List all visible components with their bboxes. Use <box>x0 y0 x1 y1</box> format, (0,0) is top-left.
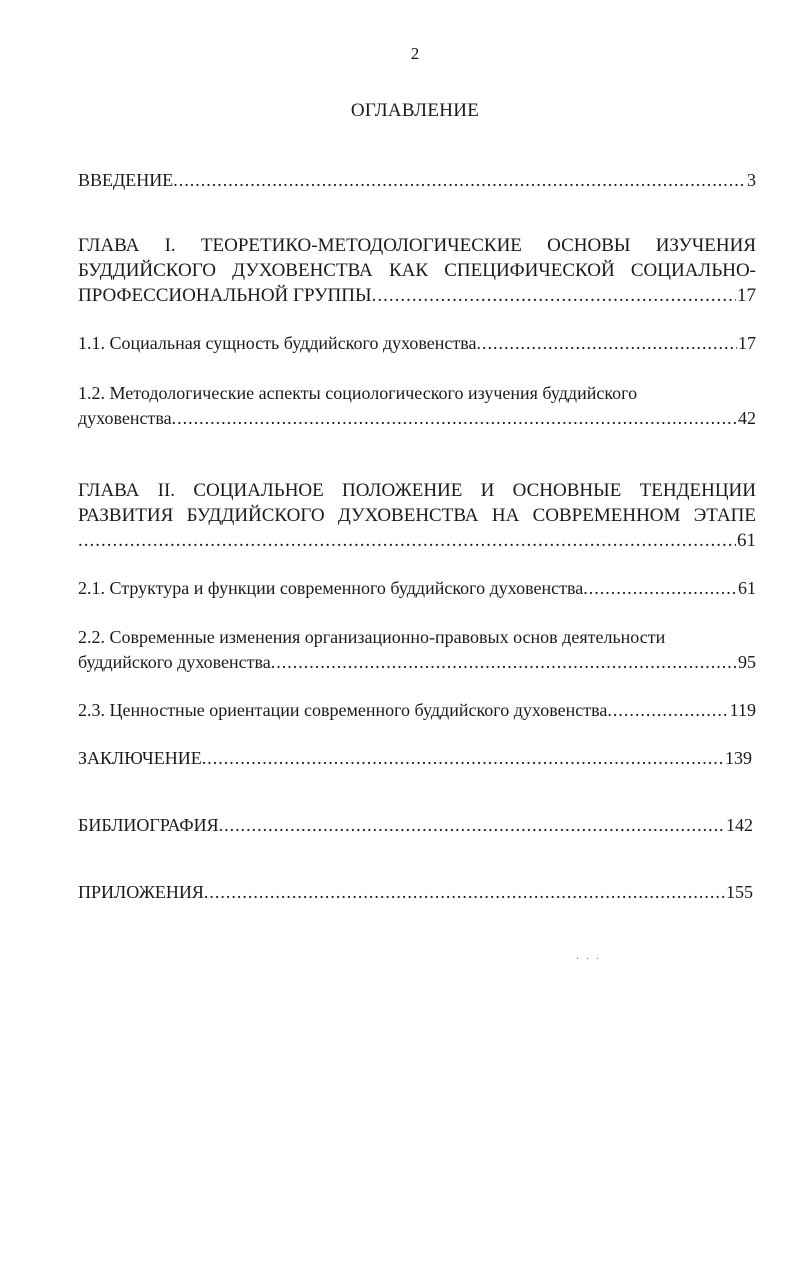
entry-title: 2.3. Ценностные ориентации современного буддийского духовенства <box>78 700 608 720</box>
entry-title-line: духовенства <box>78 408 172 428</box>
toc-entry-section-2-1 <box>78 576 756 601</box>
entry-page: 155 <box>726 882 753 902</box>
entry-title-line: ГЛАВА II. СОЦИАЛЬНОЕ ПОЛОЖЕНИЕ И ОСНОВНЫЕ ТЕНДЕНЦИИ <box>78 480 756 501</box>
entry-title: ЗАКЛЮЧЕНИЕ <box>78 748 202 768</box>
entry-title: БИБЛИОГРАФИЯ <box>78 815 219 835</box>
entry-title-line: буддийского духовенства <box>78 652 271 672</box>
page-number: 2 <box>410 44 420 63</box>
leader-dots <box>173 168 746 193</box>
toc-entry-appendices <box>78 880 753 905</box>
entry-page: 139 <box>725 748 752 768</box>
entry-page: 17 <box>738 333 756 353</box>
toc-entry-bibliography <box>78 813 753 838</box>
leader-dots <box>583 576 737 601</box>
entry-page: 95 <box>738 652 756 672</box>
leader-dots <box>372 283 736 308</box>
toc-title: ОГЛАВЛЕНИЕ <box>350 100 480 121</box>
entry-page: 61 <box>738 578 756 598</box>
entry-title-line: 2.2. Современные изменения организационно-правовых основ деятельности <box>78 627 666 647</box>
entry-title-line: ГЛАВА I. ТЕОРЕТИКО-МЕТОДОЛОГИЧЕСКИЕ ОСНОВЫ ИЗУЧЕНИЯ <box>78 235 756 256</box>
leader-dots <box>78 528 736 553</box>
toc-entry-conclusion <box>78 746 752 771</box>
leader-dots <box>219 813 725 838</box>
leader-dots <box>204 880 725 905</box>
toc-entry-intro <box>78 168 756 193</box>
entry-page: 61 <box>737 530 756 551</box>
toc-entry-chapter-1 <box>78 233 756 308</box>
entry-title-line: ПРОФЕССИОНАЛЬНОЙ ГРУППЫ <box>78 285 372 306</box>
entry-title: ВВЕДЕНИЕ <box>78 170 174 190</box>
leader-dots <box>202 746 724 771</box>
leader-dots <box>607 698 728 723</box>
entry-title: 2.1. Структура и функции современного буддийского духовенства <box>78 578 584 598</box>
leader-dots <box>271 650 737 675</box>
entry-title-line: РАЗВИТИЯ БУДДИЙСКОГО ДУХОВЕНСТВА НА СОВРЕМЕННОМ ЭТАПЕ <box>78 505 756 526</box>
toc-entry-chapter-2 <box>78 478 756 553</box>
toc-entry-section-2-2 <box>78 625 756 675</box>
toc-entry-section-1-1 <box>78 331 756 356</box>
entry-title: 1.1. Социальная сущность буддийского духовенства <box>78 333 477 353</box>
leader-dots <box>477 331 737 356</box>
entry-page: 119 <box>729 700 756 720</box>
toc-entry-section-1-2 <box>78 381 756 431</box>
entry-page: 42 <box>738 408 756 428</box>
entry-page: 142 <box>726 815 753 835</box>
entry-title: ПРИЛОЖЕНИЯ <box>78 882 204 902</box>
entry-page: 3 <box>747 170 756 190</box>
toc-entry-section-2-3 <box>78 698 756 723</box>
entry-page: 17 <box>737 285 756 306</box>
entry-title-line: БУДДИЙСКОГО ДУХОВЕНСТВА КАК СПЕЦИФИЧЕСКОЙ СОЦИАЛЬНО- <box>78 260 756 281</box>
entry-title-line: 1.2. Методологические аспекты социологического изучения буддийского <box>78 383 638 403</box>
scan-speck: · · · <box>576 954 601 965</box>
leader-dots <box>172 406 737 431</box>
